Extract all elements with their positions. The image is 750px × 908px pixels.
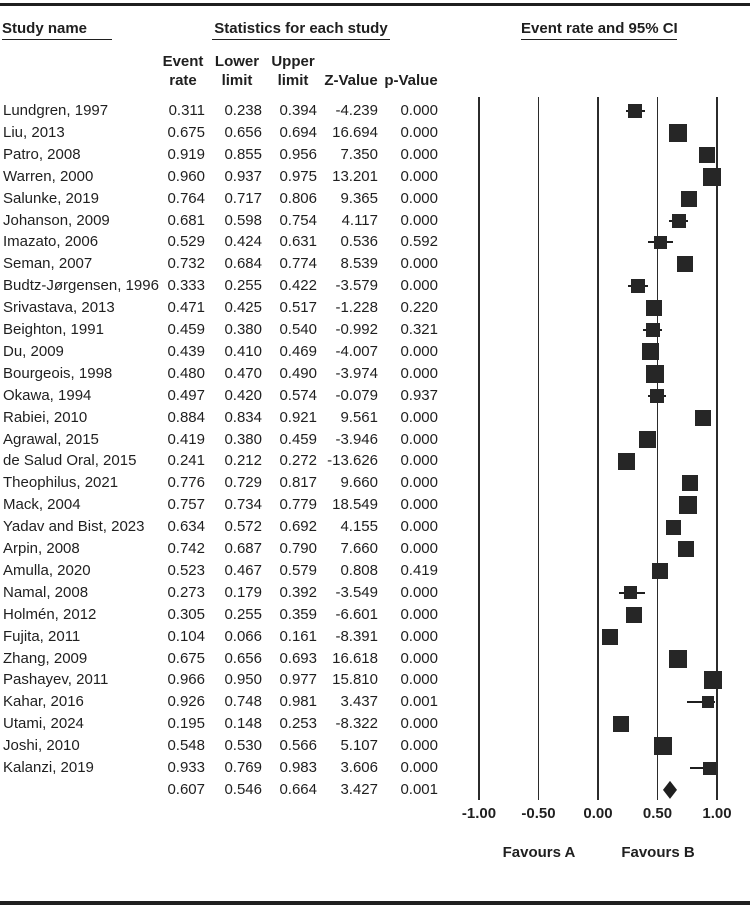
study-name-cell: Patro, 2008 [3, 145, 81, 163]
stat-value-cell: 0.950 [224, 671, 262, 689]
stat-value-cell: 0.000 [400, 605, 438, 623]
stat-value-cell: 0.000 [400, 737, 438, 755]
study-name-cell: Joshi, 2010 [3, 737, 80, 755]
study-name-cell: Holmén, 2012 [3, 605, 97, 623]
column-header-line2: rate [169, 72, 197, 89]
stat-value-cell: 0.000 [400, 167, 438, 185]
stat-value-cell: 0.000 [400, 452, 438, 470]
study-name-cell: Kalanzi, 2019 [3, 759, 94, 776]
stat-value-cell: -3.579 [335, 277, 378, 295]
stat-value-cell: 0.273 [167, 583, 205, 601]
study-name-cell: de Salud Oral, 2015 [3, 452, 137, 470]
study-marker [654, 236, 667, 249]
study-marker [666, 520, 681, 535]
stat-value-cell: 0.607 [167, 780, 205, 798]
stat-value-cell: 0.977 [279, 671, 317, 689]
study-marker [672, 214, 686, 228]
stat-value-cell: 0.664 [279, 780, 317, 798]
stat-value-cell: 0.548 [167, 737, 205, 755]
table-row [0, 341, 460, 363]
stat-value-cell: 5.107 [340, 737, 378, 755]
plot-group-header: Event rate and 95% CI [521, 20, 677, 40]
study-name-cell: Okawa, 1994 [3, 386, 92, 404]
axis-gridline [538, 97, 540, 800]
stat-value-cell: -3.549 [335, 583, 378, 601]
axis-gridline [478, 97, 480, 800]
column-header-line2: p-Value [384, 72, 438, 89]
study-name-cell: Lundgren, 1997 [3, 102, 109, 119]
stat-value-cell: 0.253 [279, 715, 317, 733]
stat-value-cell: 0.000 [400, 145, 438, 163]
study-name-cell: Salunke, 2019 [3, 189, 99, 207]
table-row [0, 275, 460, 297]
stat-value-cell: 0.469 [279, 342, 317, 360]
stat-value-cell: 0.000 [400, 583, 438, 601]
axis-gridline [657, 97, 659, 800]
stat-value-cell: 0.394 [279, 102, 317, 119]
stat-value-cell: 0.540 [279, 321, 317, 338]
stat-value-cell: 3.606 [340, 759, 378, 776]
column-header-line1: Event [162, 53, 204, 70]
table-row [0, 122, 460, 144]
column-header-line1: Upper [271, 53, 315, 70]
study-marker [703, 762, 716, 775]
table-row [0, 472, 460, 494]
axis-tick-label: 0.00 [583, 805, 613, 822]
stat-value-cell: 0.380 [224, 321, 262, 338]
stat-value-cell: 0.757 [167, 496, 205, 514]
stat-value-cell: 0.855 [224, 145, 262, 163]
column-header-line1: Lower [214, 53, 260, 70]
stat-value-cell: 0.937 [224, 167, 262, 185]
table-row [0, 231, 460, 253]
study-name-cell: Pashayev, 2011 [3, 671, 109, 689]
stat-value-cell: 0.380 [224, 430, 262, 448]
study-marker [646, 365, 664, 383]
study-marker [626, 607, 642, 623]
stat-value-cell: 0.956 [279, 145, 317, 163]
stat-value-cell: 3.437 [340, 693, 378, 711]
study-marker [677, 256, 693, 272]
table-row [0, 538, 460, 560]
study-marker [702, 696, 714, 708]
stat-value-cell: 0.000 [400, 430, 438, 448]
stat-value-cell: 0.000 [400, 759, 438, 776]
study-marker [682, 475, 698, 491]
stat-value-cell: 0.926 [167, 693, 205, 711]
table-row [0, 757, 460, 779]
stat-value-cell: 0.960 [167, 167, 205, 185]
study-marker [704, 671, 722, 689]
stat-value-cell: 0.966 [167, 671, 205, 689]
study-name-cell: Seman, 2007 [3, 255, 93, 273]
study-marker [669, 650, 687, 668]
study-marker [642, 343, 659, 360]
stat-value-cell: 0.066 [224, 627, 262, 645]
stat-value-cell: 0.459 [279, 430, 317, 448]
stat-value-cell: 3.427 [340, 780, 378, 798]
stat-value-cell: 0.748 [224, 693, 262, 711]
stat-value-cell: 0.675 [167, 649, 205, 667]
stat-value-cell: 0.000 [400, 342, 438, 360]
study-name-cell: Yadav and Bist, 2023 [3, 518, 145, 536]
stat-value-cell: 0.572 [224, 518, 262, 536]
stat-value-cell: -13.626 [327, 452, 378, 470]
study-marker [678, 541, 694, 557]
stat-value-cell: 0.790 [279, 540, 317, 557]
stat-value-cell: -1.228 [335, 299, 378, 317]
table-row [0, 626, 460, 648]
summary-diamond [663, 781, 677, 799]
stat-value-cell: 0.776 [167, 474, 205, 492]
stat-value-cell: 9.660 [340, 474, 378, 492]
stat-value-cell: 0.983 [279, 759, 317, 776]
study-marker [669, 124, 687, 142]
table-row [0, 210, 460, 232]
stat-value-cell: 0.238 [224, 102, 262, 119]
stat-value-cell: 0.592 [400, 233, 438, 251]
stat-value-cell: 0.656 [224, 123, 262, 141]
study-name-cell: Rabiei, 2010 [3, 408, 88, 426]
table-row [0, 385, 460, 407]
stat-value-cell: -3.974 [335, 364, 378, 382]
stat-value-cell: 0.000 [400, 671, 438, 689]
study-marker [646, 300, 662, 316]
stat-value-cell: 0.937 [400, 386, 438, 404]
stat-value-cell: -4.007 [335, 342, 378, 360]
study-name-cell: Liu, 2013 [3, 123, 65, 141]
stat-value-cell: 0.933 [167, 759, 205, 776]
stat-value-cell: 16.618 [332, 649, 378, 667]
stat-value-cell: 0.195 [167, 715, 205, 733]
stat-value-cell: 18.549 [332, 496, 378, 514]
stat-value-cell: 0.806 [279, 189, 317, 207]
stat-value-cell: 0.717 [224, 189, 262, 207]
stat-value-cell: 0.000 [400, 189, 438, 207]
stat-value-cell: 0.919 [167, 145, 205, 163]
stats-group-header: Statistics for each study [212, 20, 390, 40]
study-marker [654, 737, 672, 755]
study-marker [602, 629, 618, 645]
stat-value-cell: 0.523 [167, 561, 205, 579]
stat-value-cell: 0.817 [279, 474, 317, 492]
stat-value-cell: 0.742 [167, 540, 205, 557]
table-row [0, 319, 460, 341]
stat-value-cell: 0.675 [167, 123, 205, 141]
stat-value-cell: 0.000 [400, 408, 438, 426]
stat-value-cell: 8.539 [340, 255, 378, 273]
table-row [0, 735, 460, 757]
axis-tick-label: 1.00 [702, 805, 732, 822]
stat-value-cell: 0.255 [224, 277, 262, 295]
stat-value-cell: 4.155 [340, 518, 378, 536]
stat-value-cell: 0.981 [279, 693, 317, 711]
stat-value-cell: -8.322 [335, 715, 378, 733]
stat-value-cell: 0.001 [400, 693, 438, 711]
stat-value-cell: 0.764 [167, 189, 205, 207]
study-name-cell: Bourgeois, 1998 [3, 364, 113, 382]
stat-value-cell: 0.729 [224, 474, 262, 492]
table-row [0, 253, 460, 275]
stat-value-cell: 0.517 [279, 299, 317, 317]
stat-value-cell: 0.975 [279, 167, 317, 185]
stat-value-cell: 0.734 [224, 496, 262, 514]
study-name-cell: Kahar, 2016 [3, 693, 84, 711]
stat-value-cell: 0.000 [400, 518, 438, 536]
stat-value-cell: 0.255 [224, 605, 262, 623]
stat-value-cell: 0.305 [167, 605, 205, 623]
stat-value-cell: 7.660 [340, 540, 378, 557]
table-row [0, 648, 460, 670]
stat-value-cell: 0.754 [279, 211, 317, 229]
stat-value-cell: 0.161 [279, 627, 317, 645]
stat-value-cell: 0.692 [279, 518, 317, 536]
table-row [0, 691, 460, 713]
stat-value-cell: 0.000 [400, 277, 438, 295]
stat-value-cell: 0.000 [400, 123, 438, 141]
favours-b-label: Favours B [621, 844, 695, 861]
favours-a-label: Favours A [502, 844, 576, 861]
table-row [0, 188, 460, 210]
study-name-cell: Zhang, 2009 [3, 649, 88, 667]
stat-value-cell: 0.000 [400, 102, 438, 119]
study-name-header: Study name [2, 20, 112, 40]
table-row [0, 779, 460, 801]
stat-value-cell: 0.769 [224, 759, 262, 776]
bottom-border [0, 901, 750, 905]
stat-value-cell: -3.946 [335, 430, 378, 448]
table-row [0, 713, 460, 735]
study-name-cell: Mack, 2004 [3, 496, 81, 514]
stat-value-cell: 0.001 [400, 780, 438, 798]
study-marker [650, 389, 664, 403]
stat-value-cell: -0.992 [335, 321, 378, 338]
study-name-cell: Warren, 2000 [3, 167, 94, 185]
stat-value-cell: 0.693 [279, 649, 317, 667]
table-row [0, 516, 460, 538]
stat-value-cell: -0.079 [335, 386, 378, 404]
column-header-line2: Z-Value [324, 72, 378, 89]
stat-value-cell: 13.201 [332, 167, 378, 185]
stat-value-cell: 0.424 [224, 233, 262, 251]
stat-value-cell: 0.425 [224, 299, 262, 317]
stat-value-cell: 0.774 [279, 255, 317, 273]
stat-value-cell: 0.241 [167, 452, 205, 470]
study-marker [618, 453, 635, 470]
table-row [0, 669, 460, 691]
study-name-cell: Arpin, 2008 [3, 540, 80, 557]
stat-value-cell: 4.117 [341, 211, 378, 229]
column-header-line2: limit [221, 72, 253, 89]
stat-value-cell: 0.634 [167, 518, 205, 536]
stat-value-cell: 0.000 [400, 474, 438, 492]
stat-value-cell: 0.694 [279, 123, 317, 141]
stat-value-cell: 0.598 [224, 211, 262, 229]
stat-value-cell: 0.422 [279, 277, 317, 295]
stat-value-cell: -6.601 [335, 605, 378, 623]
study-marker [639, 431, 656, 448]
stat-value-cell: 0.439 [167, 342, 205, 360]
table-row [0, 429, 460, 451]
stat-value-cell: 0.419 [400, 561, 438, 579]
stat-value-cell: 0.000 [400, 364, 438, 382]
stat-value-cell: 0.392 [279, 583, 317, 601]
table-row [0, 560, 460, 582]
stat-value-cell: 0.333 [167, 277, 205, 295]
stat-value-cell: 0.420 [224, 386, 262, 404]
stat-value-cell: 0.410 [224, 342, 262, 360]
study-name-cell: Amulla, 2020 [3, 561, 91, 579]
stat-value-cell: 16.694 [332, 123, 378, 141]
table-row [0, 297, 460, 319]
study-name-cell: Namal, 2008 [3, 583, 89, 601]
stat-value-cell: 0.884 [167, 408, 205, 426]
stat-value-cell: 0.459 [167, 321, 205, 338]
column-header-line2: limit [277, 72, 309, 89]
table-row [0, 407, 460, 429]
stat-value-cell: 0.179 [224, 583, 262, 601]
stat-value-cell: -8.391 [335, 627, 378, 645]
study-marker [631, 279, 645, 293]
axis-gridline [597, 97, 599, 800]
stat-value-cell: 0.480 [167, 364, 205, 382]
stat-value-cell: -4.239 [335, 102, 378, 119]
table-row [0, 604, 460, 626]
stat-value-cell: 0.546 [224, 780, 262, 798]
stat-value-cell: 0.681 [167, 211, 205, 229]
stat-value-cell: 0.579 [279, 561, 317, 579]
stat-value-cell: 9.561 [340, 408, 378, 426]
stat-value-cell: 0.574 [279, 386, 317, 404]
column-header [373, 50, 449, 90]
stat-value-cell: 0.808 [340, 561, 378, 579]
stat-value-cell: 7.350 [340, 145, 378, 163]
axis-tick-label: -0.50 [521, 805, 556, 822]
axis-tick-label: -1.00 [461, 805, 497, 822]
stat-value-cell: 9.365 [340, 189, 378, 207]
stat-value-cell: 0.536 [340, 233, 378, 251]
stat-value-cell: 0.000 [400, 649, 438, 667]
study-marker [699, 147, 715, 163]
stat-value-cell: 0.470 [224, 364, 262, 382]
study-marker [695, 410, 711, 426]
stat-value-cell: 15.810 [332, 671, 378, 689]
stat-value-cell: 0.272 [279, 452, 317, 470]
study-marker [681, 191, 697, 207]
stat-value-cell: 0.148 [224, 715, 262, 733]
stat-value-cell: 0.529 [167, 233, 205, 251]
stat-value-cell: 0.220 [400, 299, 438, 317]
stat-value-cell: 0.000 [400, 255, 438, 273]
stat-value-cell: 0.212 [224, 452, 262, 470]
table-row [0, 494, 460, 516]
study-marker [646, 323, 660, 337]
stat-value-cell: 0.359 [279, 605, 317, 623]
study-marker [652, 563, 668, 579]
stat-value-cell: 0.834 [224, 408, 262, 426]
table-row [0, 450, 460, 472]
stat-value-cell: 0.530 [224, 737, 262, 755]
stat-value-cell: 0.656 [224, 649, 262, 667]
study-name-cell: Utami, 2024 [3, 715, 84, 733]
stat-value-cell: 0.311 [168, 102, 205, 119]
stat-value-cell: 0.104 [167, 627, 205, 645]
stat-value-cell: 0.000 [400, 540, 438, 557]
table-row [0, 100, 460, 122]
study-name-cell: Du, 2009 [3, 342, 64, 360]
stat-value-cell: 0.000 [400, 496, 438, 514]
study-name-cell: Srivastava, 2013 [3, 299, 115, 317]
study-name-cell: Budtz-Jørgensen, 1996 [3, 277, 159, 295]
table-row [0, 166, 460, 188]
axis-tick-label: 0.50 [642, 805, 673, 822]
stat-value-cell: 0.732 [167, 255, 205, 273]
study-marker [613, 716, 629, 732]
stat-value-cell: 0.419 [167, 430, 205, 448]
table-row [0, 582, 460, 604]
stat-value-cell: 0.490 [279, 364, 317, 382]
axis-gridline [716, 97, 718, 800]
stat-value-cell: 0.000 [400, 211, 438, 229]
stat-value-cell: 0.684 [224, 255, 262, 273]
table-row [0, 144, 460, 166]
stat-value-cell: 0.921 [279, 408, 317, 426]
study-name-cell: Agrawal, 2015 [3, 430, 99, 448]
stat-value-cell: 0.566 [279, 737, 317, 755]
study-marker [624, 586, 637, 599]
stat-value-cell: 0.471 [167, 299, 205, 317]
stat-value-cell: 0.467 [224, 561, 262, 579]
table-row [0, 363, 460, 385]
stat-value-cell: 0.000 [400, 715, 438, 733]
top-border [0, 3, 750, 6]
stat-value-cell: 0.631 [279, 233, 317, 251]
stat-value-cell: 0.321 [400, 321, 438, 338]
study-marker [703, 168, 721, 186]
stat-value-cell: 0.779 [279, 496, 317, 514]
study-name-cell: Imazato, 2006 [3, 233, 99, 251]
study-marker [679, 496, 697, 514]
study-name-cell: Fujita, 2011 [3, 627, 81, 645]
stat-value-cell: 0.497 [167, 386, 205, 404]
stat-value-cell: 0.687 [224, 540, 262, 557]
study-marker [628, 104, 642, 118]
stat-value-cell: 0.000 [400, 627, 438, 645]
study-name-cell: Johanson, 2009 [3, 211, 110, 229]
study-name-cell: Theophilus, 2021 [3, 474, 119, 492]
study-name-cell: Beighton, 1991 [3, 321, 104, 338]
